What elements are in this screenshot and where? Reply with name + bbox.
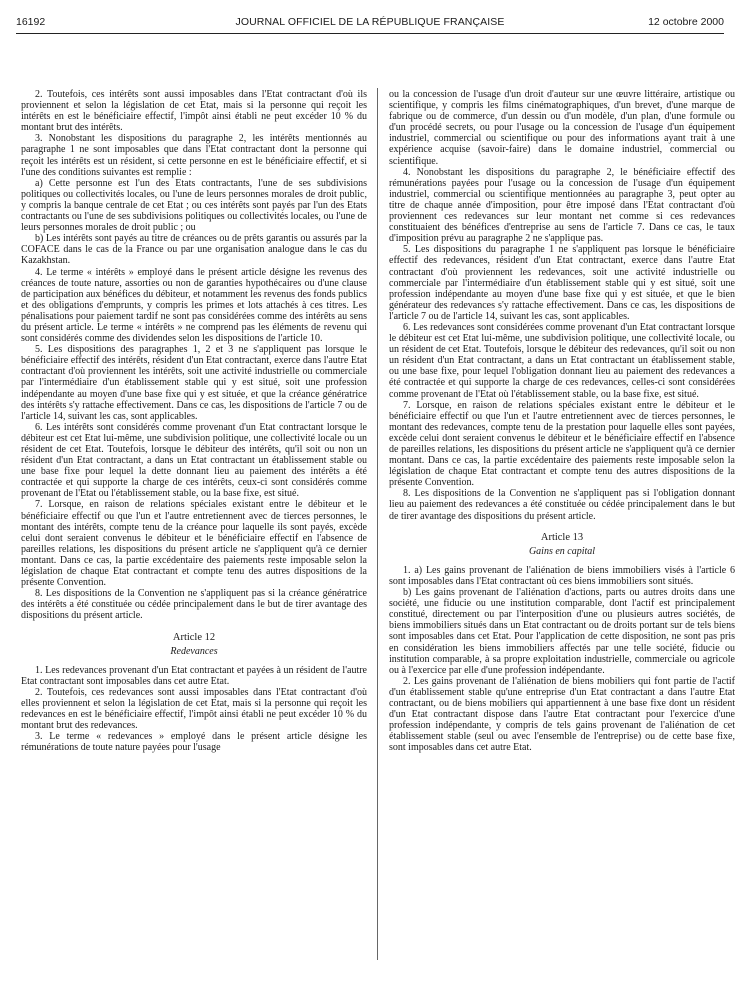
paragraph: 1. a) Les gains provenant de l'aliénation de biens immobiliers visés à l'article 6 sont imposables dans l'Etat contractant où ces biens immobiliers sont situés. <box>389 564 735 587</box>
article-subtitle: Gains en capital <box>528 545 596 557</box>
paragraph: 2. Toutefois, ces intérêts sont aussi imposables dans l'Etat contractant d'où ils proviennent et selon la législation de cet Etat, mais si la personne qui reçoit les intérêts en est le bénéficiaire effectif, l'impôt ainsi établi ne peut excéder 10 % du montant brut des intérêts. <box>21 89 367 134</box>
left-column <box>21 89 367 753</box>
right-column <box>389 89 735 753</box>
paragraph: 5. Les dispositions des paragraphes 1, 2 et 3 ne s'appliquent pas lorsque le bénéficiaire effectif des intérêts, résident d'un Etat contractant, exerce dans l'autre Etat contractant d'où proviennent les intérêts, soit une activité industrielle ou commerciale par l'intermédiaire d'un établissement stable qui y est situé, soit une profession indépendante au moyen d'une base fixe qui y est située, et que la créance génératrice des intérêts s'y rattache effectivement. Dans ce cas, les dispositions de l'article 7 ou de l'article 14, suivant les cas, sont applicables. <box>21 344 367 422</box>
paragraph: 1. Les redevances provenant d'un Etat contractant et payées à un résident de l'autre Etat contractant sont imposables dans cet autre Etat. <box>21 664 367 687</box>
issue-date: 12 octobre 2000 <box>648 16 724 28</box>
paragraph: 8. Les dispositions de la Convention ne s'appliquent pas si l'obligation donnant lieu au paiement des redevances a été constituée ou cédée principalement dans le but de tirer avantage des dispositions du présent article. <box>389 488 735 522</box>
paragraph: b) Les intérêts sont payés au titre de créances ou de prêts garantis ou assurés par la COFACE dans le cas de la France ou par une organisation analogue dans le cas du Kazakhstan. <box>21 233 367 267</box>
paragraph: b) Les gains provenant de l'aliénation d'actions, parts ou autres droits dans une société, une fiducie ou une institution comparable, dont l'actif est principalement constitué, directement ou par l'interposition d'une ou plusieurs autres sociétés, de biens immobiliers situés dans un Etat contractant ou de droits portant sur de tels biens sont imposables dans cet Etat. Pour l'application de cette disposition, ne sont pas pris en considération les biens immobiliers affectés par une telle société, fiducie ou institution comparable, à sa propre exploitation industrielle, commerciale ou agricole ou à l'exercice par elle d'une profession indépendante. <box>389 587 735 676</box>
paragraph: 4. Le terme « intérêts » employé dans le présent article désigne les revenus des créances de toute nature, assorties ou non de garanties hypothécaires ou d'une clause de participation aux bénéfices du débiteur, et notamment les revenus des fonds publics et des obligations d'emprunts, y compris les primes et lots attachés à ces titres. Les pénalisations pour paiement tardif ne sont pas considérées comme des intérêts au sens du présent article. Le terme « intérêts » ne comprend pas les éléments de revenu qui sont considérés comme des dividendes selon les dispositions de l'article 10. <box>21 266 367 345</box>
paragraph: 7. Lorsque, en raison de relations spéciales existant entre le débiteur et le bénéficiaire effectif ou que l'un et l'autre entretiennent avec de tierces personnes, le montant des intérêts, compte tenu de la créance pour laquelle ils sont payés, excède celui dont seraient convenus le débiteur et le bénéficiaire effectif en l'absence de pareilles relations, les dispositions du présent article ne s'appliquent qu'à ce dernier montant. Dans ce cas, la partie excédentaire des paiements reste imposable selon la législation de chaque Etat contractant et compte tenu des autres dispositions de la présente Convention. <box>21 499 367 589</box>
journal-title: JOURNAL OFFICIEL DE LA RÉPUBLIQUE FRANÇAISE <box>235 16 505 28</box>
paragraph: 6. Les redevances sont considérées comme provenant d'un Etat contractant lorsque le débiteur est cet Etat lui-même, une subdivision politique, une collectivité locale, ou un résident de cet Etat. Toutefois, lorsque le débiteur des redevances, qu'il soit ou non un résident d'un Etat contractant, a dans un Etat contractant un établissement stable, ou une base fixe, pour lequel l'obligation donnant lieu au paiement des redevances a été contractée et qui supporte la charge de ces redevances, celles-ci sont considérées comme provenant de l'Etat où l'établissement stable, ou la base fixe, est situé. <box>389 321 735 400</box>
page-header <box>16 14 724 32</box>
paragraph: 6. Les intérêts sont considérés comme provenant d'un Etat contractant lorsque le débiteur est cet Etat lui-même, une subdivision politique, une collectivité locale ou un résident de cet Etat. Toutefois, lorsque le débiteur des intérêts, qu'il soit ou non un résident d'un Etat contractant, a dans un Etat contractant un établissement stable ou une base fixe pour lequel la dette donnant lieu au paiement des intérêts a été contractée et qui supporte la charge de ces intérêts, ceux-ci sont considérés comme provenant de l'Etat ou l'établissement stable, ou la base fixe, est situé. <box>21 421 367 500</box>
paragraph: ou la concession de l'usage d'un droit d'auteur sur une œuvre littéraire, artistique ou scientifique, y compris les films cinématographiques, d'un brevet, d'une marque de fabrique ou de commerce, d'un dessin ou d'un modèle, d'un plan, d'une formule ou d'un procédé secrets, ou pour l'usage ou la concession de l'usage d'un équipement industriel, commercial ou scientifique ou pour des informations ayant trait à une expérience acquise (savoir-faire) dans le domaine industriel, commercial ou scientifique. <box>389 89 735 167</box>
paragraph: 8. Les dispositions de la Convention ne s'appliquent pas si la créance génératrice des intérêts a été constituée ou cédée principalement dans le but de tirer avantage des dispositions du présent article. <box>21 588 367 622</box>
column-divider <box>377 88 378 960</box>
paragraph: 2. Les gains provenant de l'aliénation de biens mobiliers qui font partie de l'actif d'un établissement stable qu'une entreprise d'un Etat contractant a dans l'autre Etat contractant, ou de biens mobiliers qui appartiennent à une base fixe dont un résident d'un Etat contractant dispose dans l'autre Etat contractant pour l'exercice d'une profession indépendante, y compris de tels gains provenant de l'aliénation de cet établissement stable (seul ou avec l'ensemble de l'entreprise) ou de cette base fixe, sont imposables dans cet autre Etat. <box>389 675 735 754</box>
paragraph: 4. Nonobstant les dispositions du paragraphe 2, le bénéficiaire effectif des rémunérations payées pour l'usage ou la concession de l'usage d'un équipement industriel, commercial ou scientifique mentionnées au paragraphe 3, peut opter au titre de chaque année d'imposition, pour être imposé dans l'Etat contractant d'où proviennent ces redevances sur leur montant net comme si ces redevances constituaient des bénéfices d'entreprise au sens de l'article 7. Dans ce cas, le taux d'imposition prévu au paragraphe 2 ne s'applique pas. <box>389 166 735 245</box>
article-heading: Article 12 <box>172 631 216 643</box>
paragraph: 2. Toutefois, ces redevances sont aussi imposables dans l'Etat contractant d'où elles proviennent et selon la législation de cet Etat, mais si la personne qui reçoit les redevances en est le bénéficiaire effectif, l'impôt ainsi établi ne peut excéder 10 % du montant brut des redevances. <box>21 686 367 732</box>
paragraph: 3. Le terme « redevances » employé dans le présent article désigne les rémunérations de toute nature payées pour l'usage <box>21 731 367 754</box>
paragraph: 5. Les dispositions du paragraphe 1 ne s'appliquent pas lorsque le bénéficiaire effectif des redevances, résident d'un Etat contractant, exerce dans l'autre Etat contractant d'où proviennent les redevances, soit une activité industrielle ou commerciale par l'intermédiaire d'un établissement stable qui y est situé, soit une profession indépendante au moyen d'une base fixe qui y est située, et que le bien générateur des redevances s'y rattache effectivement. Dans ce cas, les dispositions de l'article 7 ou de l'article 14, suivant les cas, sont applicables. <box>389 244 735 322</box>
header-rule <box>16 33 724 34</box>
article-heading: Article 13 <box>540 531 584 543</box>
paragraph: a) Cette personne est l'un des Etats contractants, l'une de ses subdivisions politiques ou collectivités locales, ou l'une de leurs personnes morales de droit public, y compris la banque centrale de cet Etat ; ou ces intérêts sont payés par l'un des Etats contractants ou l'une de ses subdivisions politiques ou collectivités locales, ou l'une de leurs personnes morales de droit public ; ou <box>21 177 367 234</box>
article-subtitle: Redevances <box>170 645 218 657</box>
page-number: 16192 <box>16 16 46 28</box>
paragraph: 7. Lorsque, en raison de relations spéciales existant entre le débiteur et le bénéficiaire effectif ou que l'un et l'autre entretiennent avec de tierces personnes, le montant des redevances, compte tenu de la prestation pour laquelle elles sont payées, excède celui dont seraient convenus le débiteur et le bénéficiaire effectif en l'absence de pareilles relations, les dispositions du présent article ne s'appliquent qu'à ce dernier montant. Dans ce cas, la partie excédentaire des paiements reste imposable selon la législation de chaque Etat contractant et compte tenu des autres dispositions de la présente Convention. <box>389 399 735 489</box>
paragraph: 3. Nonobstant les dispositions du paragraphe 2, les intérêts mentionnés au paragraphe 1 ne sont imposables que dans l'Etat contractant dont la personne qui reçoit les intérêts est un résident, si cette personne en est le bénéficiaire effectif, et si l'une des conditions suivantes est remplie : <box>21 133 367 178</box>
